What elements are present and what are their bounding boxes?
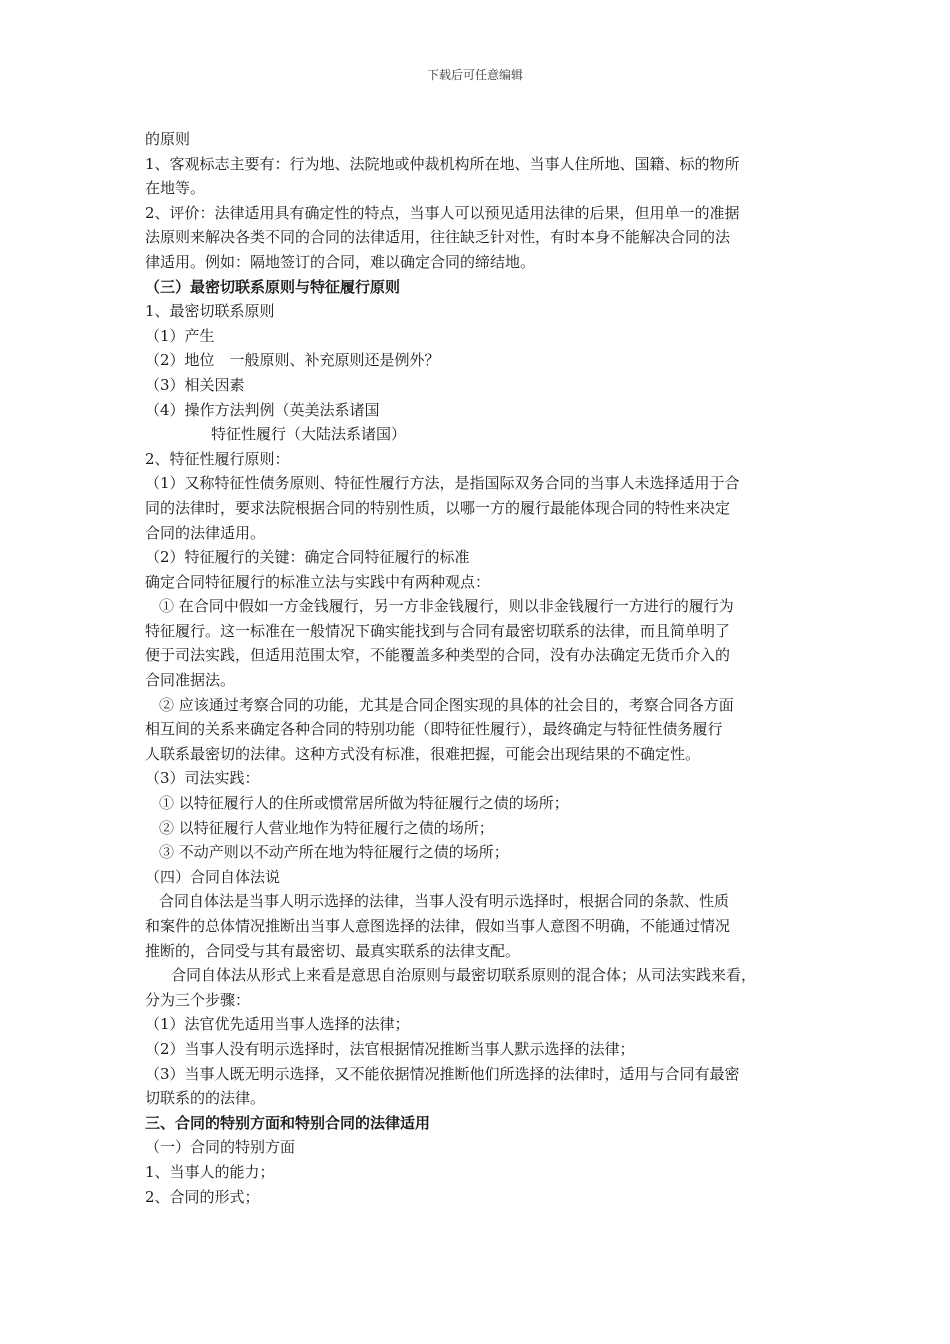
paragraph-line: 法原则来解决各类不同的合同的法律适用，往往缺乏针对性，有时本身不能解决合同的法 bbox=[145, 228, 731, 247]
paragraph-line: 的原则 bbox=[145, 130, 191, 148]
paragraph-line: （1）法官优先适用当事人选择的法律； bbox=[145, 1015, 410, 1034]
paragraph-line: （2）地位 一般原则、补充原则还是例外？ bbox=[145, 351, 440, 370]
paragraph-line: ① 在合同中假如一方金钱履行，另一方非金钱履行，则以非金钱履行一方进行的履行为 bbox=[159, 597, 734, 616]
paragraph-line: 人联系最密切的法律。这种方式没有标准，很难把握，可能会出现结果的不确定性。 bbox=[145, 744, 701, 763]
paragraph-line: （3）司法实践： bbox=[145, 769, 260, 788]
section-heading: （三）最密切联系原则与特征履行原则 bbox=[145, 277, 401, 296]
paragraph-line: （4）操作方法判例（英美法系诸国 bbox=[145, 400, 380, 419]
paragraph-line: 合同准据法。 bbox=[145, 671, 236, 690]
paragraph-line: 切联系的的法律。 bbox=[145, 1089, 266, 1108]
paragraph-line: 便于司法实践，但适用范围太窄，不能覆盖多种类型的合同，没有办法确定无货币介入的 bbox=[145, 646, 731, 665]
paragraph-line: 1、客观标志主要有：行为地、法院地或仲裁机构所在地、当事人住所地、国籍、标的物所 bbox=[145, 154, 740, 173]
paragraph-line: （2）特征履行的关键：确定合同特征履行的标准 bbox=[145, 548, 470, 567]
document-body bbox=[145, 127, 810, 1209]
paragraph-line: 律适用。例如：隔地签订的合同，难以确定合同的缔结地。 bbox=[145, 252, 536, 271]
paragraph-line: 和案件的总体情况推断出当事人意图选择的法律，假如当事人意图不明确，不能通过情况 bbox=[145, 917, 731, 935]
paragraph-line: 2、合同的形式； bbox=[145, 1187, 260, 1206]
paragraph-line: （1）产生 bbox=[145, 326, 215, 345]
paragraph-line: 在地等。 bbox=[145, 179, 206, 198]
paragraph-line: 分为三个步骤： bbox=[145, 990, 251, 1009]
paragraph-line: ③ 不动产则以不动产所在地为特征履行之债的场所； bbox=[159, 843, 509, 862]
paragraph-line: ② 以特征履行人营业地作为特征履行之债的场所； bbox=[159, 818, 494, 837]
paragraph-line: 合同的法律适用。 bbox=[145, 523, 266, 542]
paragraph-line: 合同自体法从形式上来看是意思自治原则与最密切联系原则的混合体；从司法实践来看， bbox=[171, 966, 757, 985]
paragraph-line: （3）当事人既无明示选择，又不能依据情况推断他们所选择的法律时，适用与合同有最密 bbox=[145, 1064, 740, 1083]
paragraph-line: 1、当事人的能力； bbox=[145, 1162, 275, 1181]
paragraph-line: （1）又称特征性债务原则、特征性履行方法，是指国际双务合同的当事人未选择适用于合 bbox=[145, 474, 740, 493]
paragraph-line: （2）当事人没有明示选择时，法官根据情况推断当事人默示选择的法律； bbox=[145, 1039, 635, 1058]
paragraph-line: 合同自体法是当事人明示选择的法律，当事人没有明示选择时，根据合同的条款、性质 bbox=[159, 892, 730, 911]
paragraph-line: ② 应该通过考察合同的功能，尤其是合同企图实现的具体的社会目的，考察合同各方面 bbox=[159, 695, 734, 714]
paragraph-line: 2、评价：法律适用具有确定性的特点，当事人可以预见适用法律的后果，但用单一的准据 bbox=[145, 203, 740, 222]
paragraph-line: 相互间的关系来确定各种合同的特别功能（即特征性履行），最终确定与特征性债务履行 bbox=[145, 720, 723, 739]
paragraph-line: （3）相关因素 bbox=[145, 375, 245, 394]
paragraph-line: 特征履行。这一标准在一般情况下确实能找到与合同有最密切联系的法律，而且简单明了 bbox=[145, 621, 731, 640]
page-header: 下载后可任意编辑 bbox=[426, 68, 523, 82]
paragraph-line: （四）合同自体法说 bbox=[145, 867, 281, 886]
paragraph-line: ① 以特征履行人的住所或惯常居所做为特征履行之债的场所； bbox=[159, 794, 569, 813]
paragraph-line: 1、最密切联系原则 bbox=[145, 302, 275, 321]
paragraph-line: （一）合同的特别方面 bbox=[145, 1138, 296, 1157]
paragraph-line: 同的法律时，要求法院根据合同的特别性质，以哪一方的履行最能体现合同的特性来决定 bbox=[145, 498, 731, 517]
paragraph-line: 特征性履行（大陆法系诸国） bbox=[211, 425, 407, 444]
section-heading: 三、合同的特别方面和特别合同的法律适用 bbox=[145, 1113, 431, 1132]
paragraph-line: 2、特征性履行原则： bbox=[145, 449, 290, 468]
paragraph-line: 确定合同特征履行的标准立法与实践中有两种观点： bbox=[145, 572, 491, 591]
paragraph-line: 推断的，合同受与其有最密切、最真实联系的法律支配。 bbox=[145, 941, 521, 960]
